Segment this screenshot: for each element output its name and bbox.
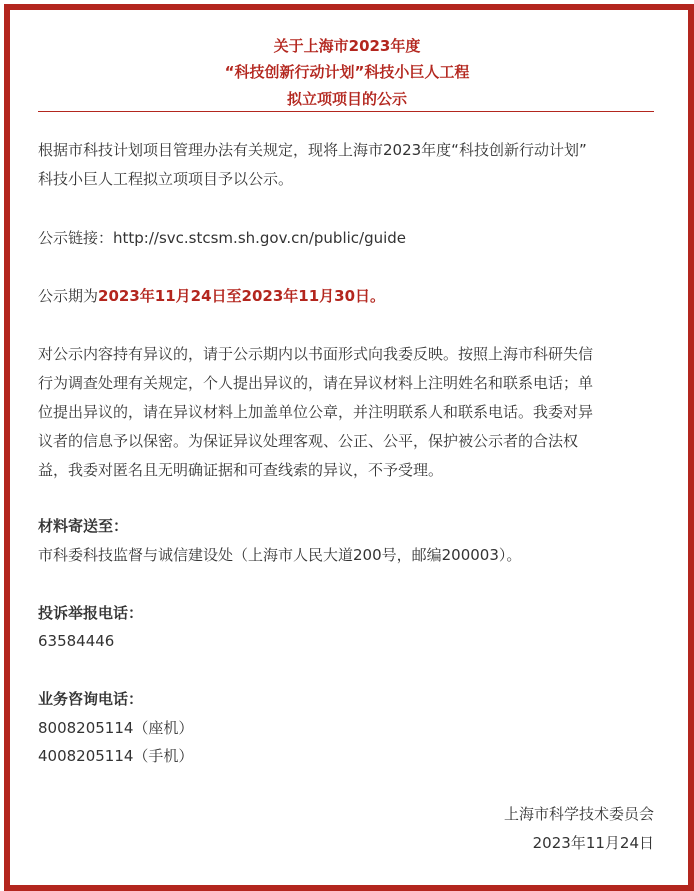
title-divider [38,111,654,112]
title-line-2: “科技创新行动计划”科技小巨人工程 [224,63,470,81]
objection-line: 对公示内容持有异议的，请于公示期内以书面形式向我委反映。按照上海市科研失信 [38,345,594,363]
signature-date: 2023年11月24日 [532,834,654,852]
complaint-heading: 投诉举报电话： [38,604,144,622]
notice-period-prefix: 公示期为 [38,287,99,305]
notice-link-row [38,224,660,253]
objection-paragraph [38,340,660,485]
consult-heading: 业务咨询电话： [38,690,144,708]
notice-period-dates: 2023年11月24日至2023年11月30日。 [98,287,386,305]
mail-heading: 材料寄送至： [38,517,129,535]
title-line-3: 拟立项项目的公示 [286,90,407,108]
consult-phone-landline: 8008205114（座机） [38,719,194,737]
mail-address: 市科委科技监督与诚信建设处（上海市人民大道200号，邮编200003）。 [38,546,522,564]
objection-line: 位提出异议的，请在异议材料上加盖单位公章，并注明联系人和联系电话。我委对异 [38,403,594,421]
complaint-phone: 63584446 [38,632,115,650]
title-line-1: 关于上海市2023年度 [273,37,421,55]
objection-line: 议者的信息予以保密。为保证异议处理客观、公正、公平，保护被公示者的合法权 [38,432,579,450]
intro-paragraph [38,136,660,194]
notice-period-row [38,282,660,311]
intro-line-1: 根据市科技计划项目管理办法有关规定，现将上海市2023年度“科技创新行动计划” [38,141,587,159]
consult-phone-mobile: 4008205114（手机） [38,747,194,765]
signature-org: 上海市科学技术委员会 [503,805,654,823]
notice-link-label: 公示链接： [38,229,114,247]
notice-link-url[interactable]: http://svc.stcsm.sh.gov.cn/public/guide [113,229,407,247]
objection-line: 益，我委对匿名且无明确证据和可查线索的异议，不予受理。 [38,461,444,479]
intro-line-2: 科技小巨人工程拟立项项目予以公示。 [38,170,294,188]
objection-line: 行为调查处理有关规定，个人提出异议的，请在异议材料上注明姓名和联系电话；单 [38,374,594,392]
